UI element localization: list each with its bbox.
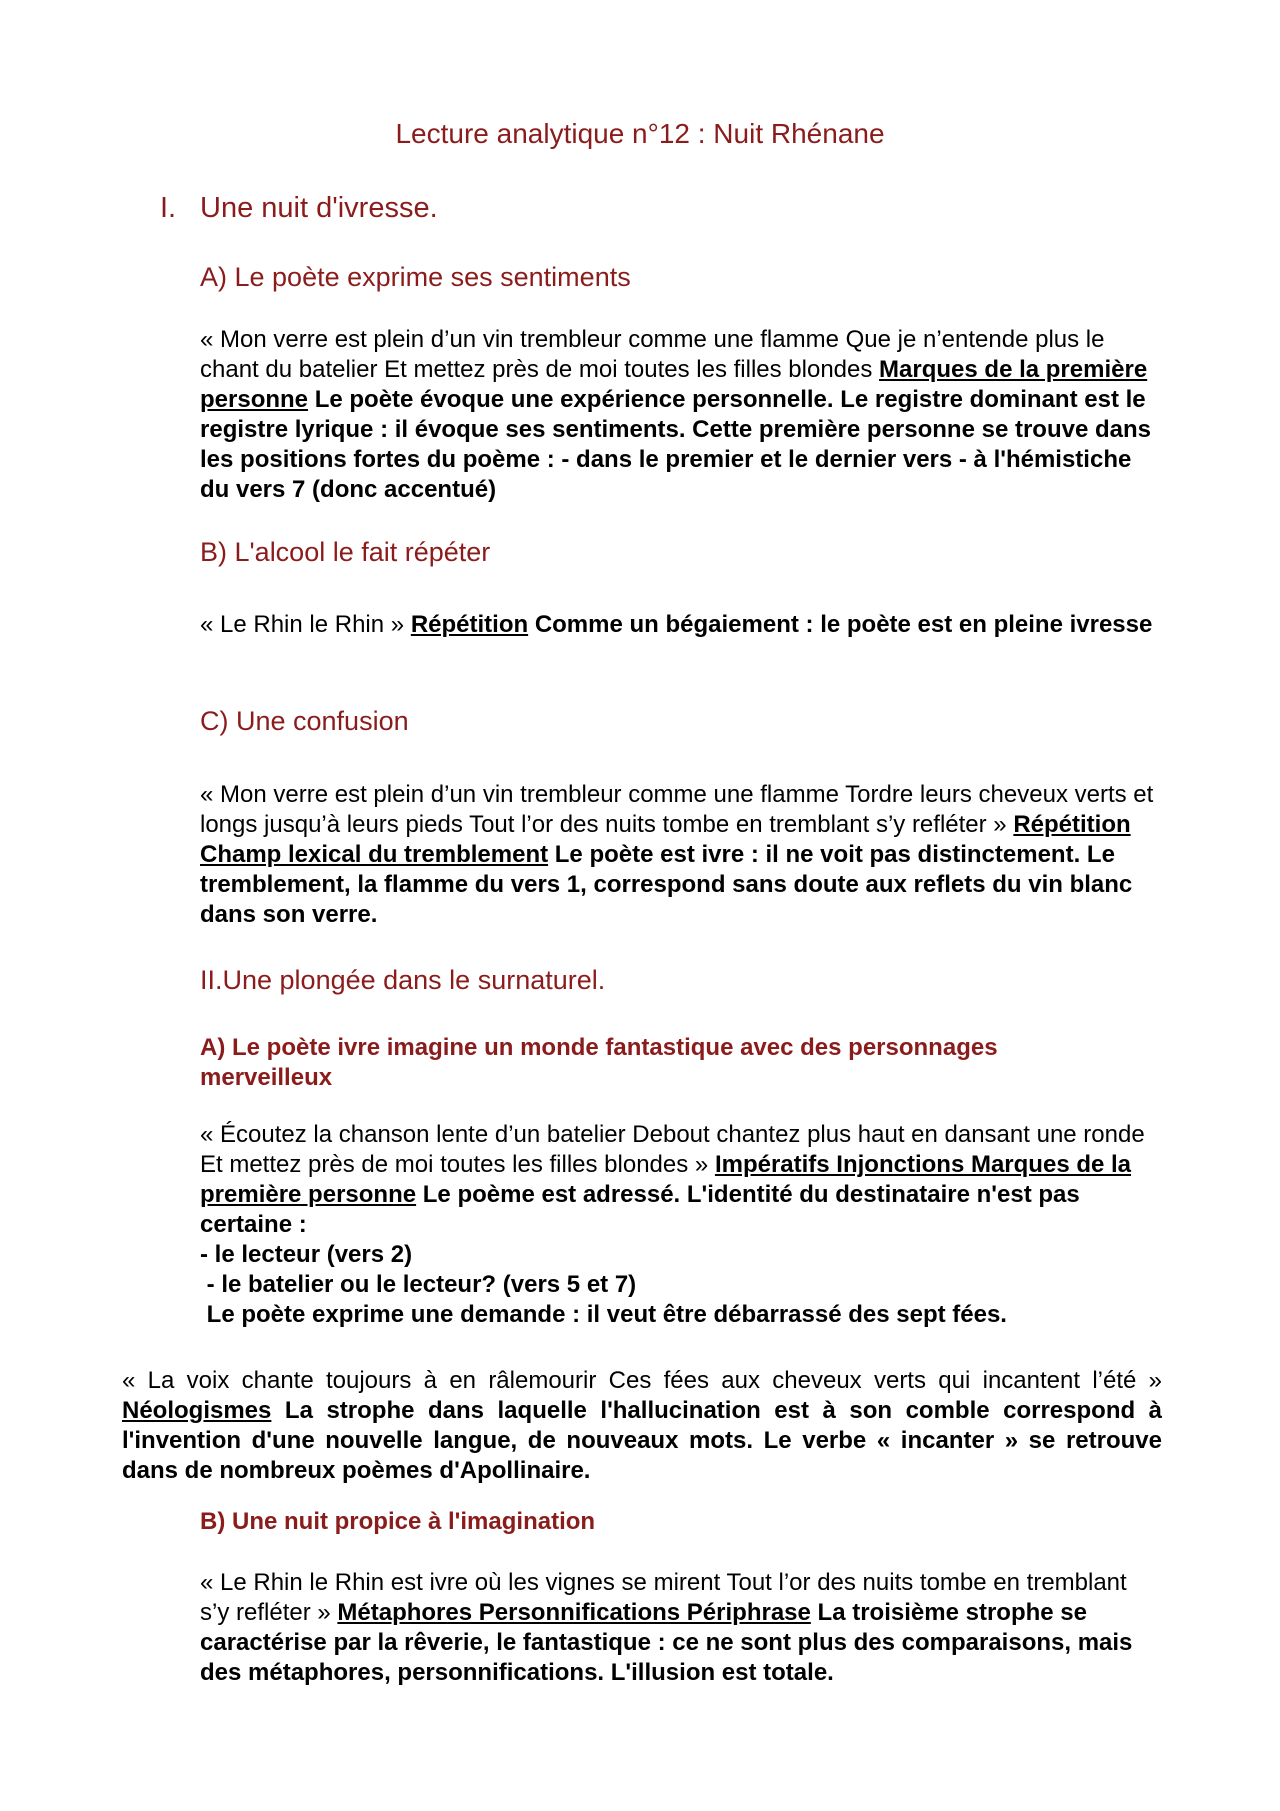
analysis-comment: La troisième strophe se caractérise par la rêverie, le fantastique : ce ne sont plus des comparaisons, mais des métaphores, personnifications. L'illusion est totale. <box>200 1599 1133 1686</box>
analysis-comment: Le poète évoque une expérience personnelle. Le registre dominant est le registre lyrique : il évoque ses sentiments. Cette première personne se trouve dans les positions fortes du poème : - dans le premier et le dernier vers - à l'hémistiche du vers 7 (donc accentué) <box>200 386 1151 503</box>
paragraph-1a <box>200 325 1160 505</box>
subsection-heading-1a: A) Le poète exprime ses sentiments <box>200 262 631 292</box>
subsection-heading-2a: A) Le poète ivre imagine un monde fantastique avec des personnages merveilleux <box>200 1034 998 1091</box>
quote: « Écoutez la chanson lente d’un batelier Debout chantez plus haut en dansant une ronde Et mettez près de moi toutes les filles blondes » <box>200 1121 1145 1178</box>
quote: « Mon verre est plein d’un vin trembleur comme une flamme Tordre leurs cheveux verts et longs jusqu’à leurs pieds Tout l’or des nuits tombe en tremblant s’y refléter » <box>200 781 1154 838</box>
analysis-comment: Comme un bégaiement : le poète est en pleine ivresse <box>534 611 1153 638</box>
section-heading-text: Une nuit d'ivresse. <box>200 192 438 224</box>
section-number: I. <box>160 192 177 224</box>
subsection-heading-1c: C) Une confusion <box>200 706 409 736</box>
subsection-heading-2b: B) Une nuit propice à l'imagination <box>200 1508 596 1535</box>
list-line: - le lecteur (vers 2) <box>200 1241 413 1268</box>
analysis-comment: La strophe dans laquelle l'hallucination est à son comble correspond à l'invention d'une nouvelle langue, de nouveaux mots. Le verbe « incanter » se retrouve dans de nombreux poèmes d'Apollinaire. <box>122 1397 1163 1484</box>
quote: « Mon verre est plein d’un vin trembleur comme une flamme Que je n’entende plus le chant du batelier Et mettez près de moi toutes les filles blondes <box>200 326 1105 383</box>
paragraph-1c <box>200 780 1160 930</box>
analysis-tag: Répétition <box>410 611 529 638</box>
list-line: Le poète exprime une demande : il veut être débarrassé des sept fées. <box>200 1301 1007 1328</box>
analysis-tag: Marques de la première personne <box>200 356 1148 413</box>
section-heading-2: II.Une plongée dans le surnaturel. <box>200 965 606 995</box>
paragraph-1b <box>200 610 1160 640</box>
list-line: - le batelier ou le lecteur? (vers 5 et 7) <box>200 1271 637 1298</box>
analysis-comment: Le poète est ivre : il ne voit pas distinctement. Le tremblement, la flamme du vers 1, correspond sans doute aux reflets du vin blanc dans son verre. <box>200 841 1133 928</box>
paragraph-2b <box>200 1568 1160 1688</box>
analysis-comment: Le poème est adressé. L'identité du destinataire n'est pas certaine : <box>200 1181 1080 1238</box>
analysis-tag: Répétition Champ lexical du tremblement <box>200 811 1131 868</box>
analysis-tag: Impératifs Injonctions Marques de la première personne <box>200 1151 1132 1208</box>
analysis-tag: Néologismes <box>122 1397 272 1424</box>
quote: « Le Rhin le Rhin » <box>200 611 405 638</box>
analysis-tag: Métaphores Personnifications Périphrase <box>337 1599 811 1626</box>
quote: « La voix chante toujours à en râlemourir Ces fées aux cheveux verts qui incantent l’été » <box>122 1367 1162 1394</box>
subsection-heading-1b: B) L'alcool le fait répéter <box>200 537 491 567</box>
page-title: Lecture analytique n°12 : Nuit Rhénane <box>395 118 885 149</box>
quote: « Le Rhin le Rhin est ivre où les vignes se mirent Tout l’or des nuits tombe en tremblant s’y refléter » <box>200 1569 1127 1626</box>
paragraph-neologismes <box>122 1366 1162 1486</box>
section-heading-1 <box>160 192 438 225</box>
paragraph-2a <box>200 1120 1160 1330</box>
